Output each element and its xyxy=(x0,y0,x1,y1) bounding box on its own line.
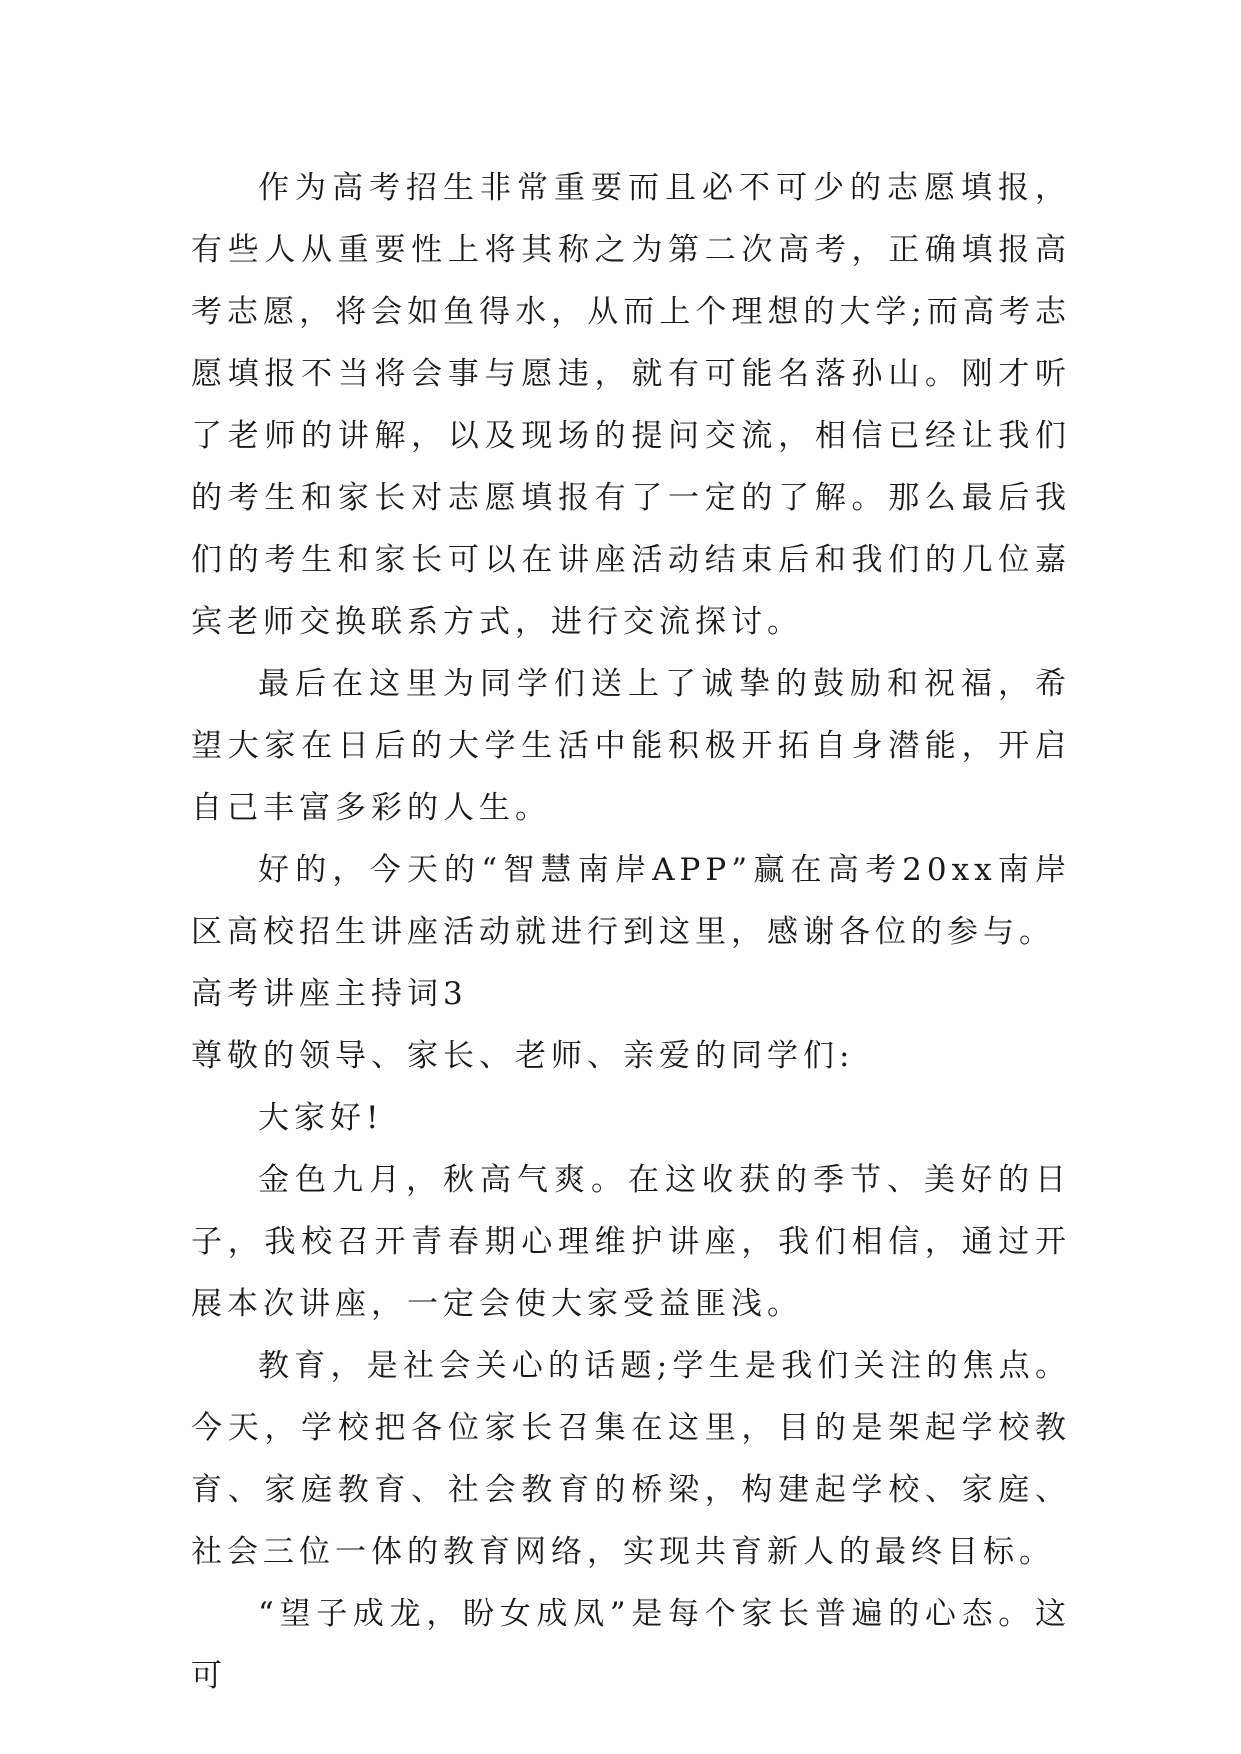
section-heading: 高考讲座主持词3 xyxy=(191,976,468,1012)
salutation: 尊敬的领导、家长、老师、亲爱的同学们: xyxy=(191,1038,855,1074)
paragraph-3: 好的，今天的“智慧南岸APP”赢在高考20xx南岸区高校招生讲座活动就进行到这里，感谢各位的参与。 xyxy=(191,852,1071,950)
paragraph-2: 最后在这里为同学们送上了诚挚的鼓励和祝福，希望大家在日后的大学生活中能积极开拓自身潜能，开启自己丰富多彩的人生。 xyxy=(191,666,1071,826)
paragraph-6: “望子成龙，盼女成凤”是每个家长普遍的心态。这可 xyxy=(191,1596,1071,1694)
greeting: 大家好! xyxy=(258,1100,384,1136)
paragraph-1: 作为高考招生非常重要而且必不可少的志愿填报，有些人从重要性上将其称之为第二次高考，正确填报高考志愿，将会如鱼得水，从而上个理想的大学;而高考志愿填报不当将会事与愿违，就有可能名落孙山。刚才听了老师的讲解，以及现场的提问交流，相信已经让我们的考生和家长对志愿填报有了一定的了解。那么最后我们的考生和家长可以在讲座活动结束后和我们的几位嘉宾老师交换联系方式，进行交流探讨。 xyxy=(191,170,1071,640)
paragraph-5: 教育，是社会关心的话题;学生是我们关注的焦点。今天，学校把各位家长召集在这里，目的是架起学校教育、家庭教育、社会教育的桥梁，构建起学校、家庭、社会三位一体的教育网络，实现共育新人的最终目标。 xyxy=(191,1348,1071,1570)
document-body xyxy=(191,157,1071,1707)
paragraph-4: 金色九月，秋高气爽。在这收获的季节、美好的日子，我校召开青春期心理维护讲座，我们相信，通过开展本次讲座，一定会使大家受益匪浅。 xyxy=(191,1162,1071,1322)
